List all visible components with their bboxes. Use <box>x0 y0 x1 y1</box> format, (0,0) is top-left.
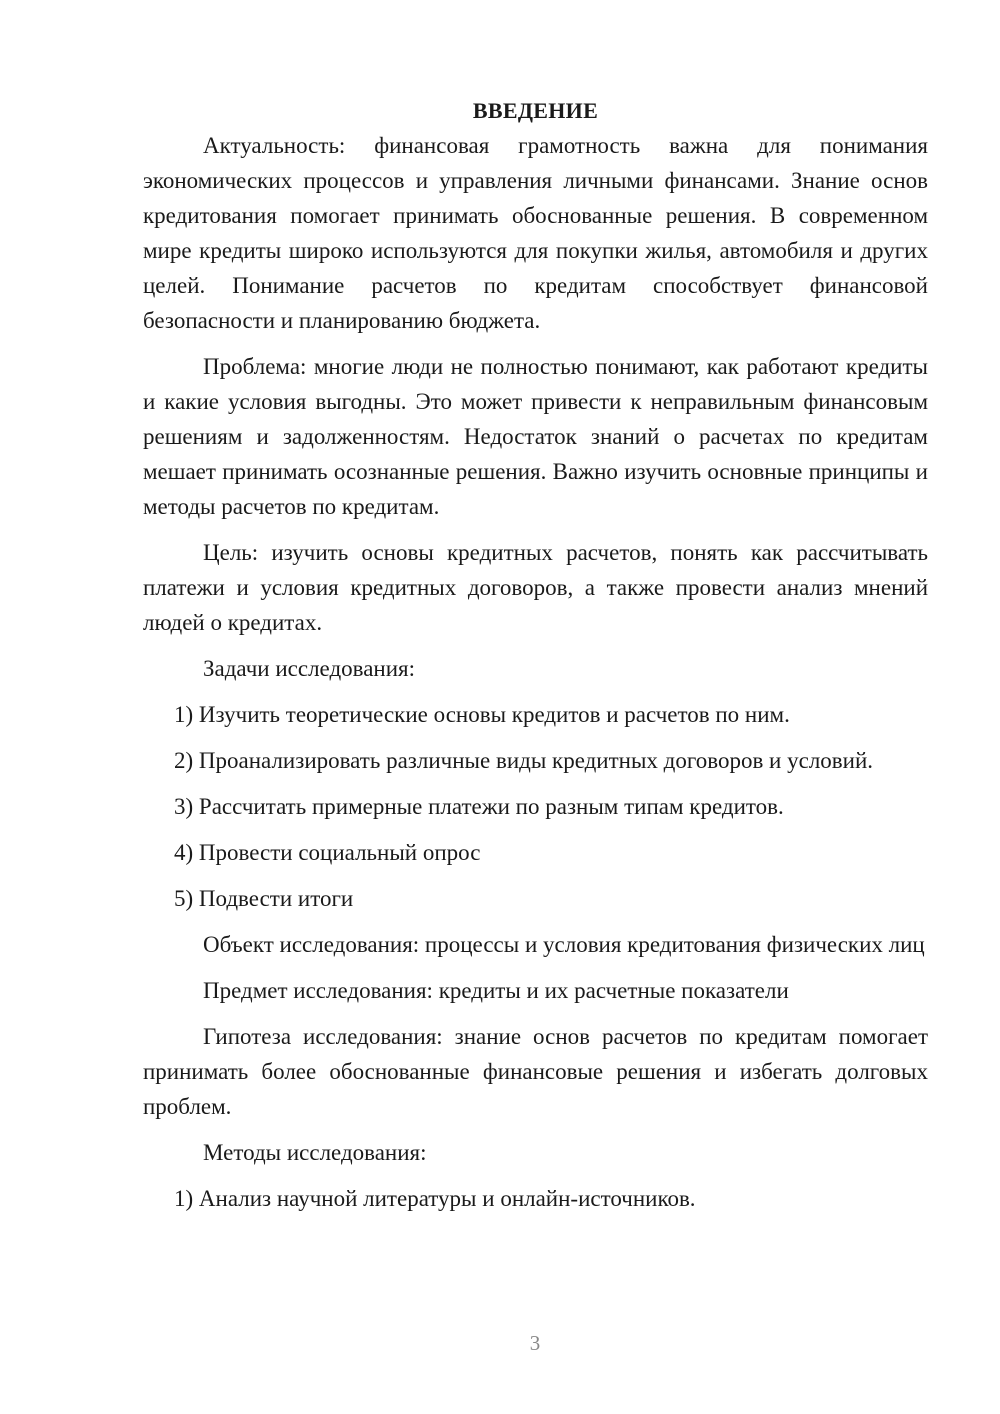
task-item-5: 5) Подвести итоги <box>174 886 354 911</box>
paragraph-hypothesis: Гипотеза исследования: знание основ расчетов по кредитам помогает принимать более обоснованные финансовые решения и избегать долговых проблем. <box>143 1024 928 1119</box>
page-number: 3 <box>529 1331 541 1355</box>
paragraph-subject: Предмет исследования: кредиты и их расчетные показатели <box>203 978 789 1003</box>
paragraph-goal: Цель: изучить основы кредитных расчетов, понять как рассчитывать платежи и условия кредитных договоров, а также провести анализ мнений людей о кредитах. <box>143 540 928 635</box>
method-item-1: 1) Анализ научной литературы и онлайн-источников. <box>174 1186 696 1211</box>
section-title: ВВЕДЕНИЕ <box>472 98 599 123</box>
document-body <box>143 93 928 1227</box>
tasks-heading: Задачи исследования: <box>203 656 416 681</box>
task-item-2: 2) Проанализировать различные виды кредитных договоров и условий. <box>174 748 874 773</box>
task-item-3: 3) Рассчитать примерные платежи по разным типам кредитов. <box>174 794 784 819</box>
paragraph-relevance: Актуальность: финансовая грамотность важна для понимания экономических процессов и управления личными финансами. Знание основ кредитования помогает принимать обоснованные решения. В современном мире кредиты широко используются для покупки жилья, автомобиля и других целей. Понимание расчетов по кредитам способствует финансовой безопасности и планированию бюджета. <box>143 133 928 333</box>
task-item-1: 1) Изучить теоретические основы кредитов и расчетов по ним. <box>174 702 790 727</box>
methods-heading: Методы исследования: <box>203 1140 427 1165</box>
paragraph-object: Объект исследования: процессы и условия кредитования физических лиц <box>203 932 925 957</box>
task-item-4: 4) Провести социальный опрос <box>174 840 481 865</box>
paragraph-problem: Проблема: многие люди не полностью понимают, как работают кредиты и какие условия выгодны. Это может привести к неправильным финансовым решениям и задолженностям. Недостаток знаний о расчетах по кредитам мешает принимать осознанные решения. Важно изучить основные принципы и методы расчетов по кредитам. <box>143 354 928 519</box>
